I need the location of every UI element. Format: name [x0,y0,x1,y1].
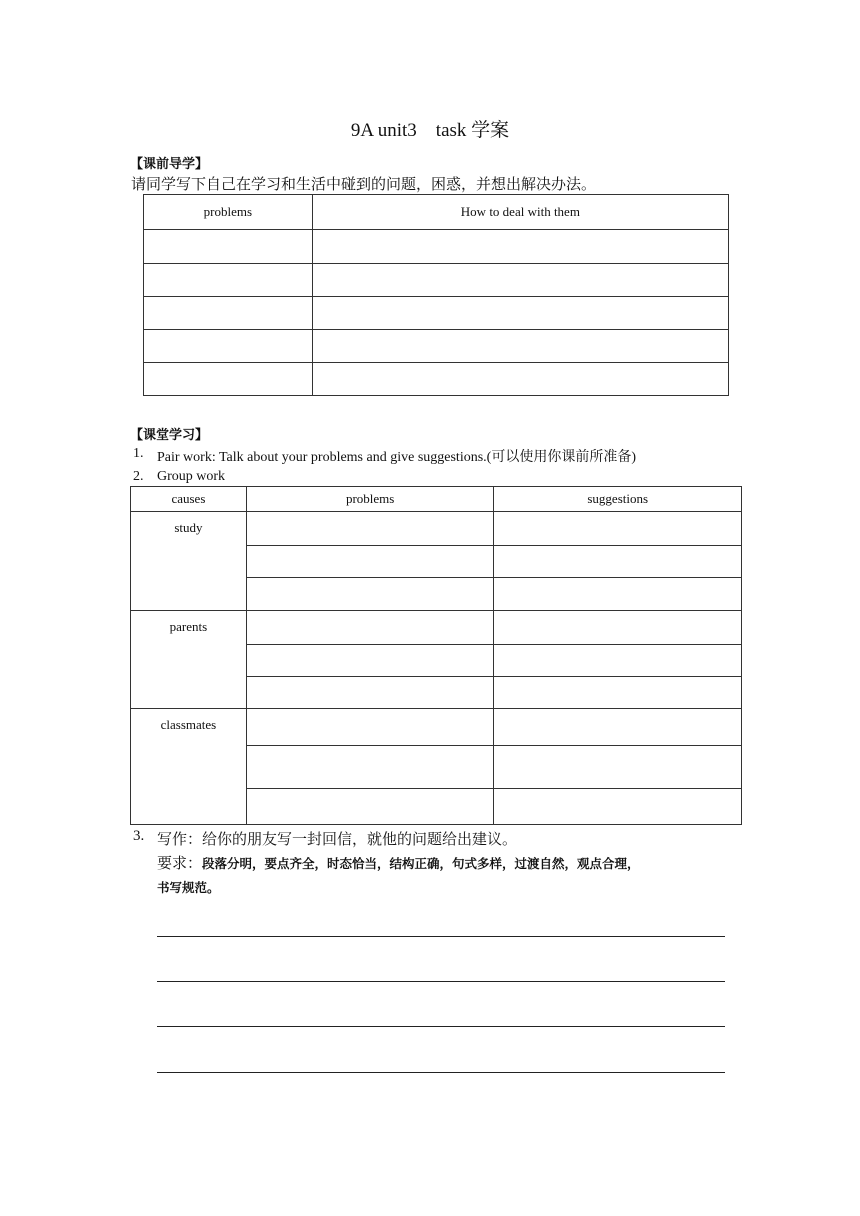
header-causes: causes [131,487,247,512]
header-how-to-deal: How to deal with them [312,195,728,230]
writing-requirements [157,852,737,899]
table-cell[interactable] [246,789,494,825]
table-cell[interactable] [246,709,494,746]
table-cell[interactable] [246,645,494,677]
pre-class-table [143,194,729,396]
table-cell[interactable] [144,363,313,396]
header-problems: problems [144,195,313,230]
cause-study: study [131,512,247,611]
item2-number: 2. [133,469,144,484]
item1-text: Pair work: Talk about your problems and give suggestions.(可以使用你课前所准备) [157,450,636,465]
table-cell[interactable] [312,330,728,363]
table-cell[interactable] [246,611,494,645]
cause-classmates: classmates [131,709,247,825]
table-cell[interactable] [494,789,742,825]
table-cell[interactable] [494,645,742,677]
table-cell[interactable] [246,677,494,709]
item3-text: 写作：给你的朋友写一封回信，就他的问题给出建议。 [157,832,518,848]
table-cell[interactable] [312,363,728,396]
writing-line[interactable] [157,936,725,937]
table-cell[interactable] [494,611,742,645]
table-cell[interactable] [494,709,742,746]
page-title: 9A unit3 task 学案 [350,120,510,141]
table-cell[interactable] [246,578,494,611]
item3-number: 3. [133,828,145,844]
table-cell[interactable] [246,512,494,546]
group-work-table [130,486,742,825]
table-cell[interactable] [144,330,313,363]
table-cell[interactable] [312,297,728,330]
table-cell[interactable] [494,677,742,709]
requirements-line1: 段落分明，要点齐全，时态恰当，结构正确，句式多样，过渡自然，观点合理， [202,856,640,871]
section2-heading: 【课堂学习】 [130,428,209,443]
requirements-label: 要求： [157,856,203,872]
table-cell[interactable] [246,546,494,578]
table-cell[interactable] [312,230,728,264]
table-cell[interactable] [494,746,742,789]
table-cell[interactable] [494,546,742,578]
writing-line[interactable] [157,981,725,982]
table-cell[interactable] [144,230,313,264]
table-cell[interactable] [494,578,742,611]
requirements-line2: 书写规范。 [157,880,220,895]
cause-parents: parents [131,611,247,709]
table-cell[interactable] [312,264,728,297]
writing-line[interactable] [157,1072,725,1073]
header-suggestions: suggestions [494,487,742,512]
table-cell[interactable] [144,264,313,297]
section1-heading: 【课前导学】 [130,157,209,172]
writing-line[interactable] [157,1026,725,1027]
table-cell[interactable] [144,297,313,330]
table-cell[interactable] [246,746,494,789]
item2-text: Group work [157,469,226,484]
section1-instruction: 请同学写下自己在学习和生活中碰到的问题，困惑，并想出解决办法。 [131,177,597,193]
item1-number: 1. [133,446,144,461]
table-cell[interactable] [494,512,742,546]
header-problems: problems [246,487,494,512]
